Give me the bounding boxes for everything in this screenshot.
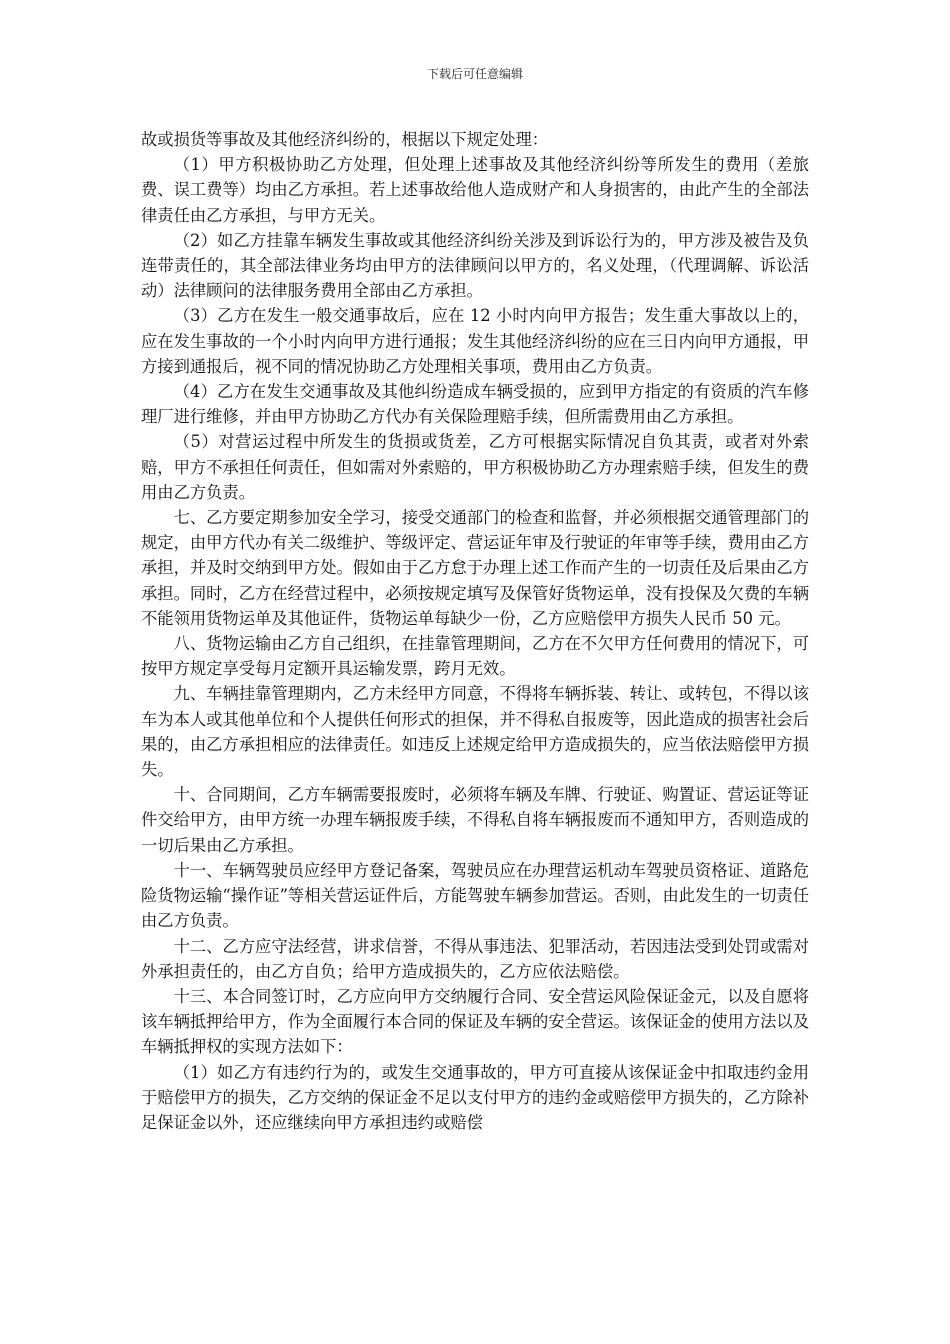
- paragraph: 七、乙方要定期参加安全学习，接受交通部门的检查和监督，并必须根据交通管理部门的规定，由甲方代办有关二级维护、等级评定、营运证年审及行驶证的年审等手续，费用由乙方承担，并及时交纳到甲方处。假如由于乙方怠于办理上述工作而产生的一切责任及后果由乙方承担。同时，乙方在经营过程中，必须按规定填写及保管好货物运单，没有投保及欠费的车辆不能领用货物运单及其他证件，货物运单每缺少一份，乙方应赔偿甲方损失人民币 50 元。: [141, 508, 809, 628]
- paragraph: 十、合同期间，乙方车辆需要报废时，必须将车辆及车牌、行驶证、购置证、营运证等证件交给甲方，由甲方统一办理车辆报废手续，不得私自将车辆报废而不通知甲方，否则造成的一切后果由乙方承担。: [141, 785, 809, 855]
- document-body: [141, 127, 809, 1135]
- paragraph: （3）乙方在发生一般交通事故后，应在 12 小时内向甲方报告；发生重大事故以上的，应在发生事故的一个小时内向甲方进行通报；发生其他经济纠纷的应在三日内向甲方通报，甲方接到通报后，视不同的情况协助乙方处理相关事项，费用由乙方负责。: [141, 306, 809, 376]
- page-header: 下载后可任意编辑: [426, 67, 523, 81]
- paragraph: 十二、乙方应守法经营，讲求信誉，不得从事违法、犯罪活动，若因违法受到处罚或需对外承担责任的，由乙方自负；给甲方造成损失的，乙方应依法赔偿。: [141, 936, 809, 981]
- paragraph: （4）乙方在发生交通事故及其他纠纷造成车辆受损的，应到甲方指定的有资质的汽车修理厂进行维修，并由甲方协助乙方代办有关保险理赔手续，但所需费用由乙方承担。: [141, 382, 809, 427]
- paragraph: 八、货物运输由乙方自己组织，在挂靠管理期间，乙方在不欠甲方任何费用的情况下，可按甲方规定享受每月定额开具运输发票，跨月无效。: [141, 634, 809, 679]
- paragraph: （1）如乙方有违约行为的，或发生交通事故的，甲方可直接从该保证金中扣取违约金用于赔偿甲方的损失，乙方交纳的保证金不足以支付甲方的违约金或赔偿甲方损失的，乙方除补足保证金以外，还应继续向甲方承担违约或赔偿: [141, 1062, 809, 1132]
- paragraph: （5）对营运过程中所发生的货损或货差，乙方可根据实际情况自负其责，或者对外索赔，甲方不承担任何责任，但如需对外索赔的，甲方积极协助乙方办理索赔手续，但发生的费用由乙方负责。: [141, 432, 809, 502]
- paragraph: 十三、本合同签订时，乙方应向甲方交纳履行合同、安全营运风险保证金元，以及自愿将该车辆抵押给甲方，作为全面履行本合同的保证及车辆的安全营运。该保证金的使用方法以及车辆抵押权的实现方法如下：: [141, 986, 809, 1057]
- paragraph: 十一、车辆驾驶员应经甲方登记备案，驾驶员应在办理营运机动车驾驶员资格证、道路危险货物运输“操作证”等相关营运证件后，方能驾驶车辆参加营运。否则，由此发生的一切责任由乙方负责。: [141, 860, 809, 931]
- paragraph: 故或损货等事故及其他经济纠纷的，根据以下规定处理：: [141, 130, 549, 149]
- paragraph: （1）甲方积极协助乙方处理，但处理上述事故及其他经济纠纷等所发生的费用（差旅费、误工费等）均由乙方承担。若上述事故给他人造成财产和人身损害的，由此产生的全部法律责任由乙方承担，与甲方无关。: [141, 155, 809, 225]
- paragraph: （2）如乙方挂靠车辆发生事故或其他经济纠纷关涉及到诉讼行为的，甲方涉及被告及负连带责任的，其全部法律业务均由甲方的法律顾问以甲方的，名义处理，（代理调解、诉讼活动）法律顾问的法律服务费用全部由乙方承担。: [141, 230, 809, 301]
- paragraph: 九、车辆挂靠管理期内，乙方未经甲方同意，不得将车辆拆装、转让、或转包，不得以该车为本人或其他单位和个人提供任何形式的担保，并不得私自报废等，因此造成的损害社会后果的，由乙方承担相应的法律责任。如违反上述规定给甲方造成损失的，应当依法赔偿甲方损失。: [141, 684, 809, 780]
